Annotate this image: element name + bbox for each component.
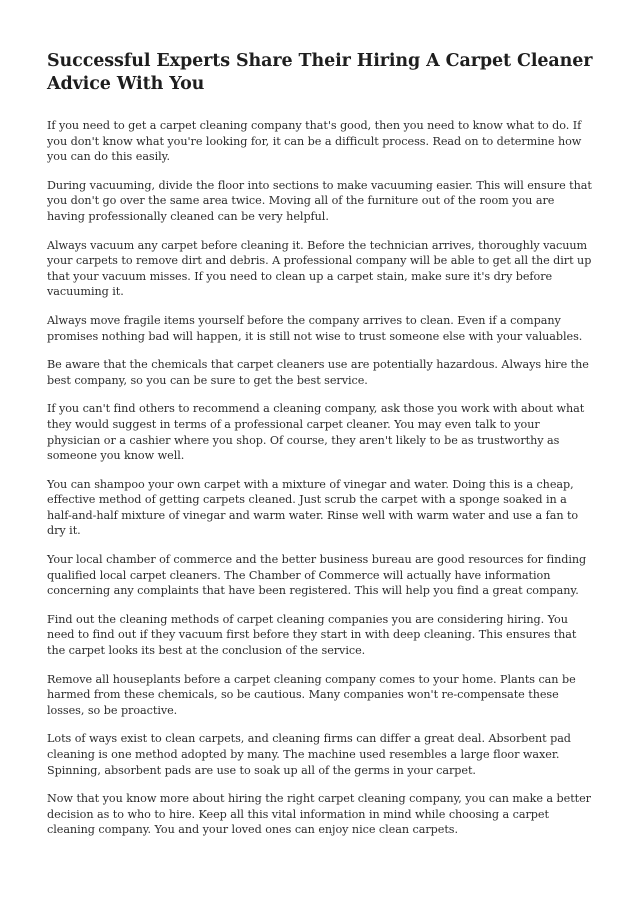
paragraph: Be aware that the chemicals that carpet cleaners use are potentially hazardous. Always hire the best company, so you can be sure to get the best service. [47,358,589,387]
document-page [47,50,593,851]
paragraph: Find out the cleaning methods of carpet cleaning companies you are considering hiring. You need to find out if they vacuum first before they start in with deep cleaning. This ensures that the carpet looks its best at the conclusion of the service. [47,612,577,658]
paragraph: Remove all houseplants before a carpet cleaning company comes to your home. Plants can be harmed from these chemicals, so be cautious. Many companies won't re-compensate these losses, so be proactive. [47,672,576,717]
paragraph: Lots of ways exist to clean carpets, and cleaning firms can differ a great deal. Absorbent pad cleaning is one method adopted by many. The machine used resembles a large floor waxer. Spinning, absorbent pads are use to soak up all of the germs in your carpet. [47,732,571,777]
paragraph: You can shampoo your own carpet with a mixture of vinegar and water. Doing this is a cheap, effective method of getting carpets cleaned. Just scrub the carpet with a sponge soaked in a half-and-half mixture of vinegar and warm water. Rinse well with warm water and use a fan to dry it. [47,477,579,538]
paragraph: Your local chamber of commerce and the better business bureau are good resources for finding qualified local carpet cleaners. The Chamber of Commerce will actually have information concerning any complaints that have been registered. This will help you find a great company. [47,553,587,598]
paragraph: Now that you know more about hiring the right carpet cleaning company, you can make a better decision as to who to hire. Keep all this vital information in mind while choosing a carpet cleaning company. You and your loved ones can enjoy nice clean carpets. [47,792,591,837]
document-title: Successful Experts Share Their Hiring A Carpet Cleaner Advice With You [47,51,593,94]
paragraph: Always move fragile items yourself before the company arrives to clean. Even if a company promises nothing bad will happen, it is still not wise to trust someone else with your valuables. [47,313,583,343]
paragraph: During vacuuming, divide the floor into sections to make vacuuming easier. This will ensure that you don't go over the same area twice. Moving all of the furniture out of the room you are having professionally cleaned can be very helpful. [47,178,592,223]
paragraph: Always vacuum any carpet before cleaning it. Before the technician arrives, thoroughly vacuum your carpets to remove dirt and debris. A professional company will be able to get all the dirt up that your vacuum misses. If you need to clean up a carpet stain, make sure it's dry before vacuuming it. [47,238,592,299]
paragraph: If you can't find others to recommend a cleaning company, ask those you work with about what they would suggest in terms of a professional carpet cleaner. You may even talk to your physician or a cashier where you shop. Of course, they aren't likely to be as trustworthy as someone you know well. [47,402,585,463]
paragraph: If you need to get a carpet cleaning company that's good, then you need to know what to do. If you don't know what you're looking for, it can be a difficult process. Read on to determine how you can do this easily. [47,119,582,164]
